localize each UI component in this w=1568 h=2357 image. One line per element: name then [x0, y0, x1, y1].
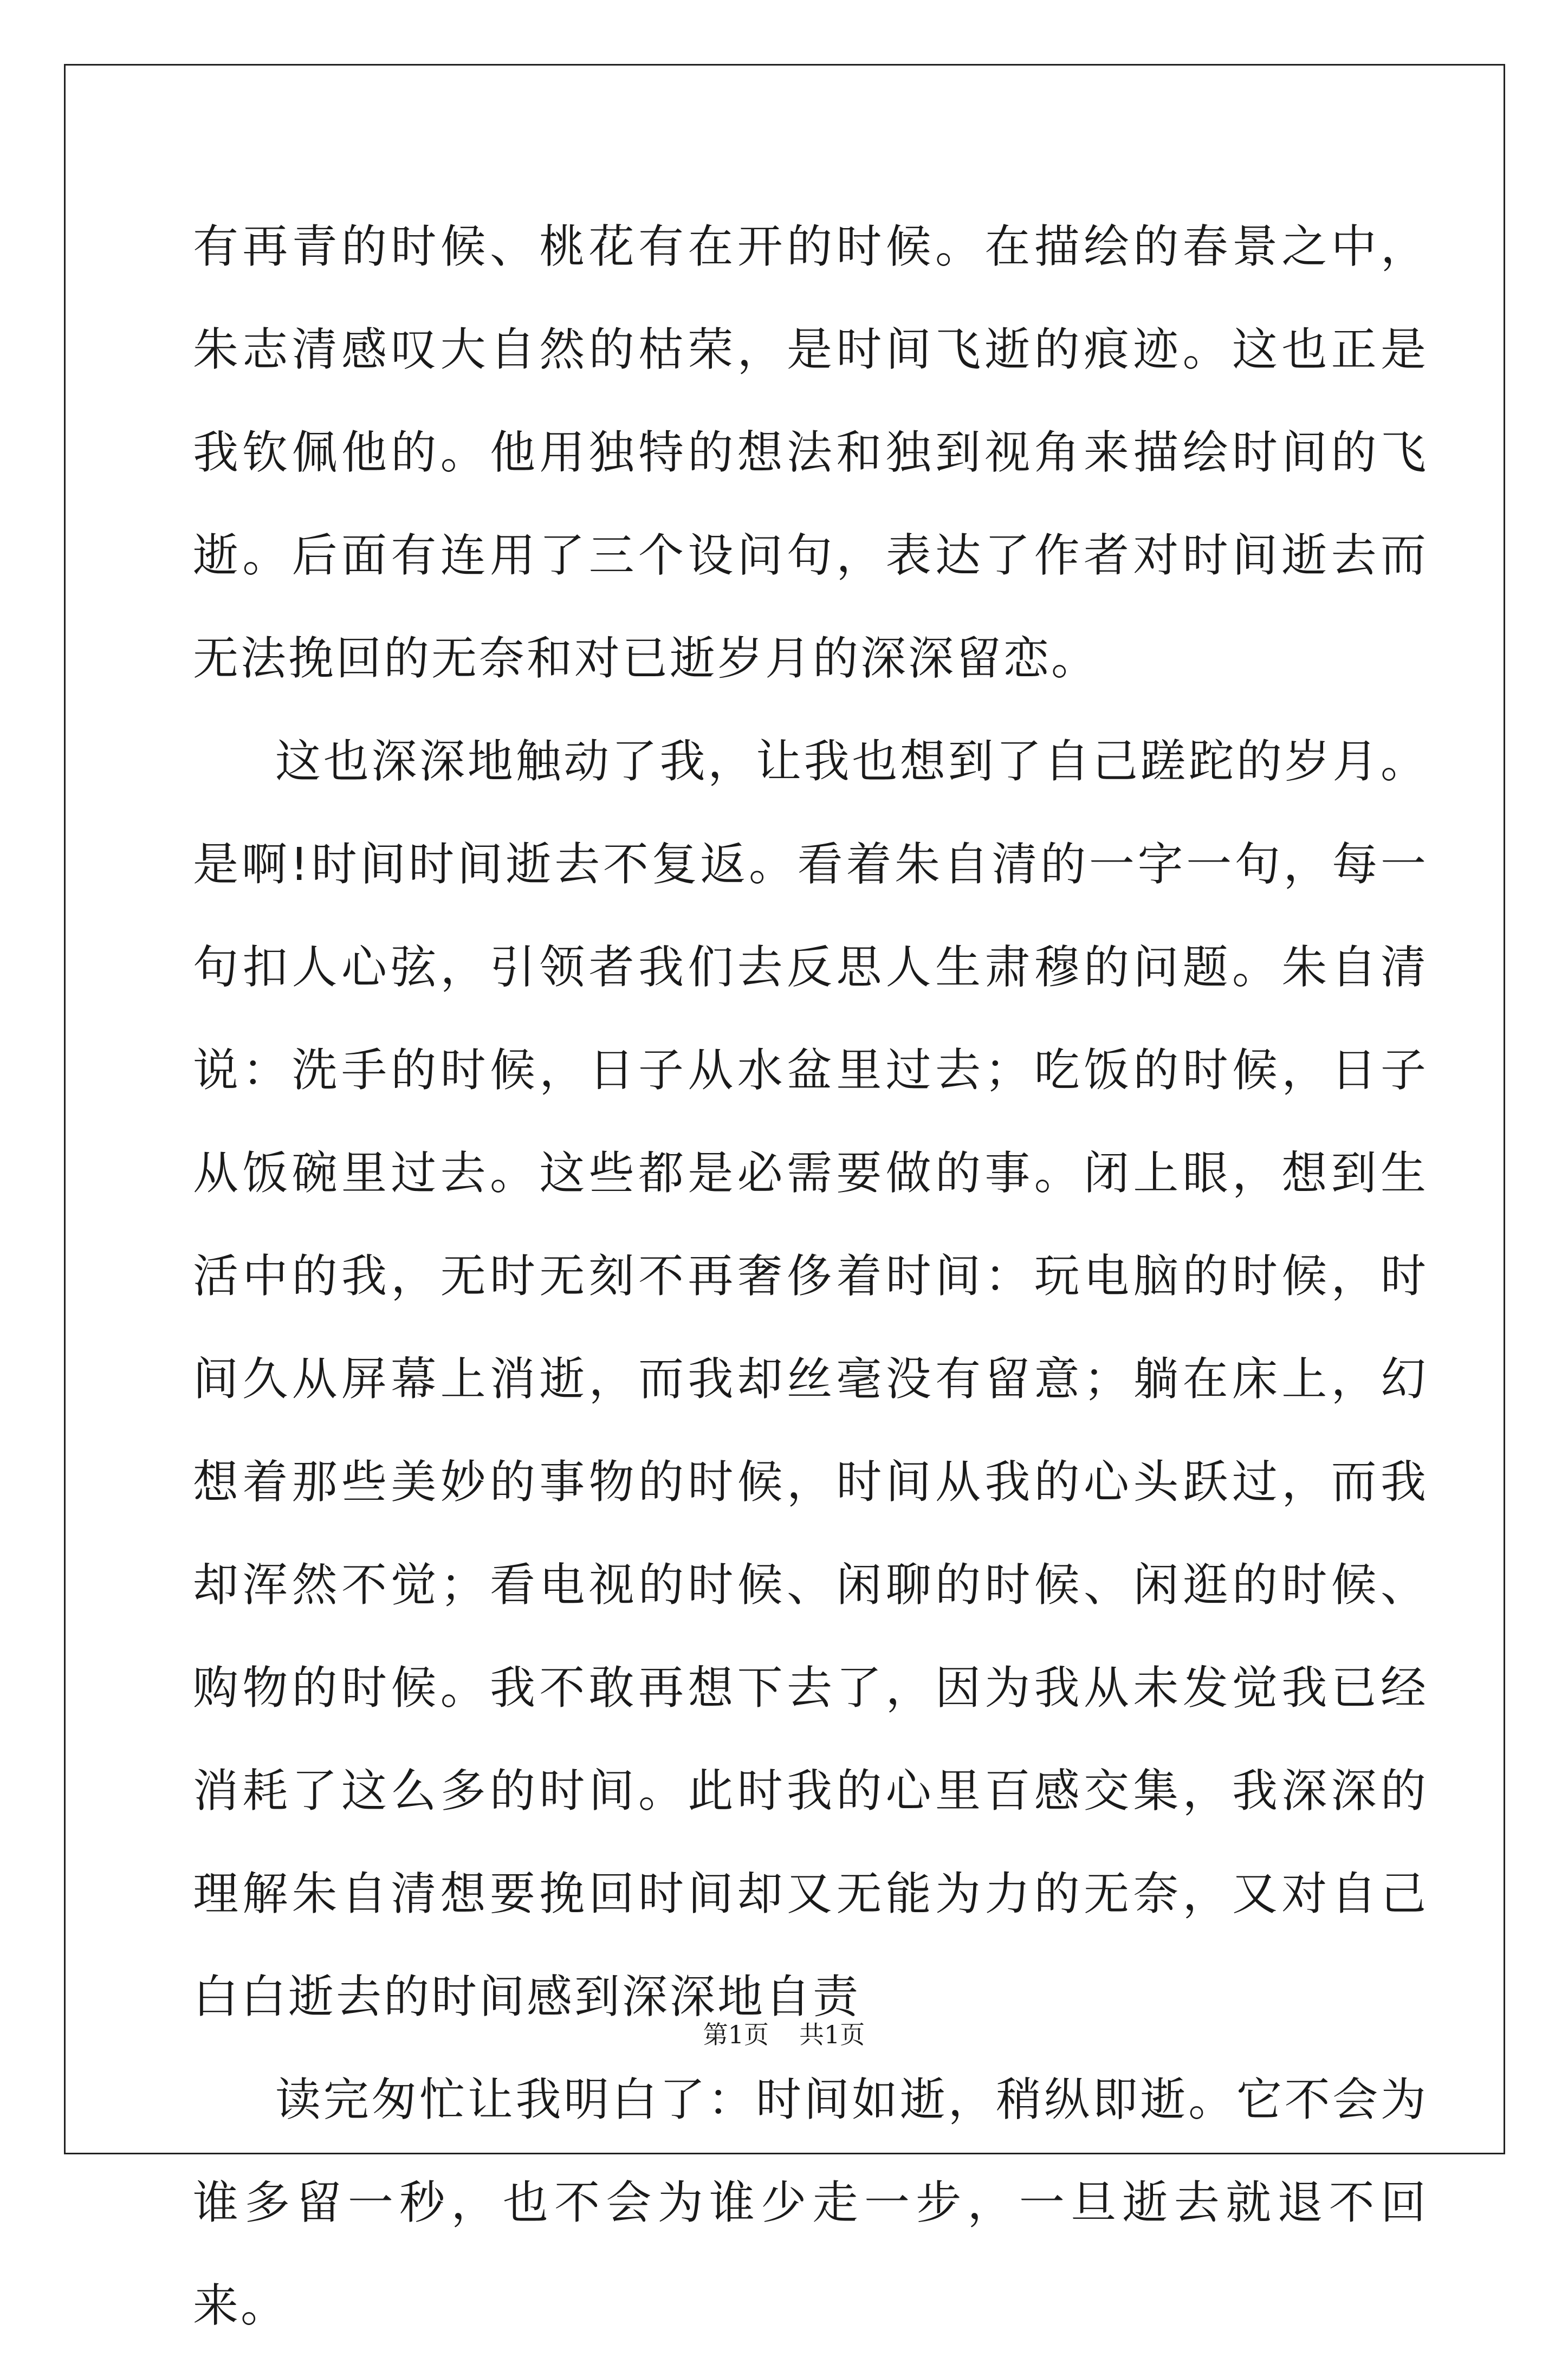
page-footer [0, 2018, 1568, 2051]
page-total: 共1页 [799, 2020, 865, 2049]
page-number: 第1页 [703, 2020, 769, 2049]
paragraph-2: 这也深深地触动了我，让我也想到了自己蹉跎的岁月。是啊!时间时间逝去不复返。看着朱自清的一字一句，每一句扣人心弦，引领者我们去反思人生肃穆的问题。朱自清说：洗手的时候，日子从水盆里过去；吃饭的时候，日子从饭碗里过去。这些都是必需要做的事。闭上眼，想到生活中的我，无时无刻不再奢侈着时间：玩电脑的时候，时间久从屏幕上消逝，而我却丝毫没有留意；躺在床上，幻想着那些美妙的事物的时候，时间从我的心头跃过，而我却浑然不觉；看电视的时候、闲聊的时候、闲逛的时候、购物的时候。我不敢再想下去了，因为我从未发觉我已经消耗了这么多的时间。此时我的心里百感交集，我深深的理解朱自清想要挽回时间却又无能为力的无奈，又对自己白白逝去的时间感到深深地自责 [193, 735, 1428, 2023]
paragraph-3: 读完匆忙让我明白了：时间如逝，稍纵即逝。它不会为谁多留一秒，也不会为谁少走一步，一旦逝去就退不回来。 [193, 2073, 1428, 2332]
paragraph-1: 有再青的时候、桃花有在开的时候。在描绘的春景之中，朱志清感叹大自然的枯荣，是时间飞逝的痕迹。这也正是我钦佩他的。他用独特的想法和独到视角来描绘时间的飞逝。后面有连用了三个设问句，表达了作者对时间逝去而无法挽回的无奈和对已逝岁月的深深留恋。 [193, 220, 1428, 685]
